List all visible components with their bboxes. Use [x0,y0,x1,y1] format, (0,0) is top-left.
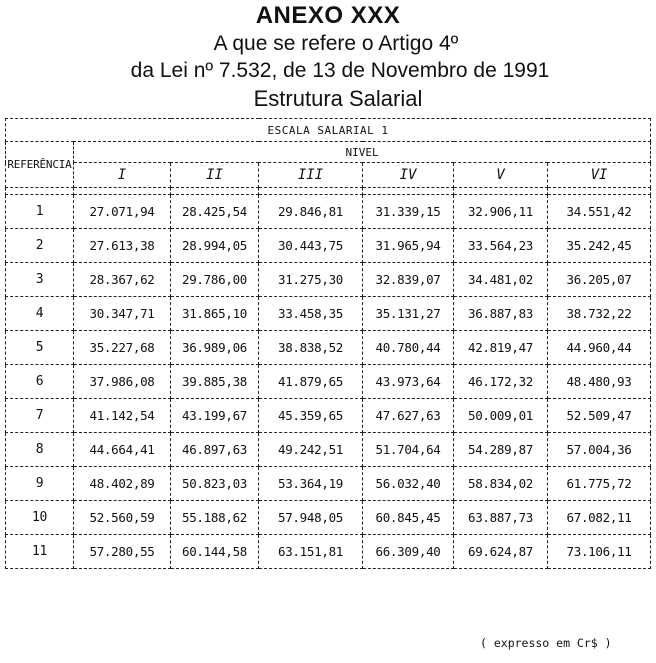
salary-cell: 31.865,10 [171,297,259,331]
level-header: III [259,163,363,188]
table-row [6,535,651,569]
salary-cell: 46.172,32 [454,365,548,399]
salary-cell: 28.425,54 [171,195,259,229]
law-reference: da Lei nº 7.532, de 13 de Novembro de 1991 [130,59,550,82]
salary-cell: 73.106,11 [548,535,651,569]
table-row [6,297,651,331]
salary-cell: 50.823,03 [171,467,259,501]
salary-cell: 51.704,64 [363,433,454,467]
reference-cell: 7 [6,399,74,433]
salary-cell: 28.367,62 [74,263,171,297]
salary-cell: 33.564,23 [454,229,548,263]
salary-cell: 40.780,44 [363,331,454,365]
salary-cell: 52.560,59 [74,501,171,535]
reference-cell: 1 [6,195,74,229]
salary-cell: 36.205,07 [548,263,651,297]
salary-cell: 58.834,02 [454,467,548,501]
salary-cell: 69.624,87 [454,535,548,569]
salary-cell: 36.989,06 [171,331,259,365]
reference-cell: 3 [6,263,74,297]
table-row [6,501,651,535]
table-row [6,433,651,467]
salary-cell: 47.627,63 [363,399,454,433]
table-row [6,365,651,399]
salary-cell: 42.819,47 [454,331,548,365]
salary-cell: 49.242,51 [259,433,363,467]
level-header: I [74,163,171,188]
salary-cell: 28.994,05 [171,229,259,263]
reference-cell: 5 [6,331,74,365]
table-row [6,331,651,365]
salary-cell: 57.280,55 [74,535,171,569]
salary-cell: 30.347,71 [74,297,171,331]
level-header: II [171,163,259,188]
salary-cell: 37.986,08 [74,365,171,399]
salary-cell: 43.199,67 [171,399,259,433]
salary-cell: 38.838,52 [259,331,363,365]
article-reference: A que se refere o Artigo 4º [213,32,459,55]
salary-cell: 44.664,41 [74,433,171,467]
table-row [6,467,651,501]
reference-cell: 9 [6,467,74,501]
salary-cell: 36.887,83 [454,297,548,331]
salary-cell: 60.144,58 [171,535,259,569]
reference-cell: 6 [6,365,74,399]
salary-cell: 57.004,36 [548,433,651,467]
salary-cell: 61.775,72 [548,467,651,501]
salary-cell: 30.443,75 [259,229,363,263]
salary-cell: 39.885,38 [171,365,259,399]
salary-cell: 44.960,44 [548,331,651,365]
salary-cell: 60.845,45 [363,501,454,535]
reference-cell: 2 [6,229,74,263]
reference-cell: 11 [6,535,74,569]
currency-note: ( expresso em Cr$ ) [480,636,612,650]
scale-title: ESCALA SALARIAL 1 [6,119,651,142]
reference-cell: 4 [6,297,74,331]
salary-cell: 27.613,38 [74,229,171,263]
salary-cell: 35.242,45 [548,229,651,263]
salary-cell: 32.839,07 [363,263,454,297]
salary-cell: 27.071,94 [74,195,171,229]
salary-cell: 35.131,27 [363,297,454,331]
salary-cell: 50.009,01 [454,399,548,433]
salary-cell: 48.480,93 [548,365,651,399]
table-row [6,399,651,433]
salary-cell: 46.897,63 [171,433,259,467]
salary-cell: 53.364,19 [259,467,363,501]
salary-cell: 67.082,11 [548,501,651,535]
salary-cell: 41.142,54 [74,399,171,433]
salary-cell: 38.732,22 [548,297,651,331]
salary-cell: 31.965,94 [363,229,454,263]
salary-cell: 56.032,40 [363,467,454,501]
salary-cell: 29.786,00 [171,263,259,297]
salary-cell: 63.151,81 [259,535,363,569]
salary-cell: 66.309,40 [363,535,454,569]
salary-cell: 34.551,42 [548,195,651,229]
table-row [6,195,651,229]
salary-cell: 32.906,11 [454,195,548,229]
salary-cell: 34.481,02 [454,263,548,297]
table-row [6,263,651,297]
level-header: V [454,163,548,188]
structure-title: Estrutura Salarial [253,86,423,111]
table-row [6,229,651,263]
reference-cell: 8 [6,433,74,467]
annex-title: ANEXO XXX [255,2,401,29]
nivel-header: NIVEL [74,142,651,163]
reference-header: REFERÊNCIA [6,142,74,188]
salary-cell: 48.402,89 [74,467,171,501]
salary-cell: 29.846,81 [259,195,363,229]
salary-cell: 41.879,65 [259,365,363,399]
salary-cell: 55.188,62 [171,501,259,535]
level-header: IV [363,163,454,188]
salary-cell: 31.275,30 [259,263,363,297]
salary-cell: 57.948,05 [259,501,363,535]
salary-cell: 35.227,68 [74,331,171,365]
salary-cell: 43.973,64 [363,365,454,399]
reference-cell: 10 [6,501,74,535]
salary-table [5,118,651,569]
salary-cell: 31.339,15 [363,195,454,229]
spacer-row [6,188,651,195]
salary-cell: 33.458,35 [259,297,363,331]
salary-cell: 54.289,87 [454,433,548,467]
salary-cell: 63.887,73 [454,501,548,535]
table-body [6,188,651,569]
salary-cell: 52.509,47 [548,399,651,433]
level-header: VI [548,163,651,188]
salary-cell: 45.359,65 [259,399,363,433]
